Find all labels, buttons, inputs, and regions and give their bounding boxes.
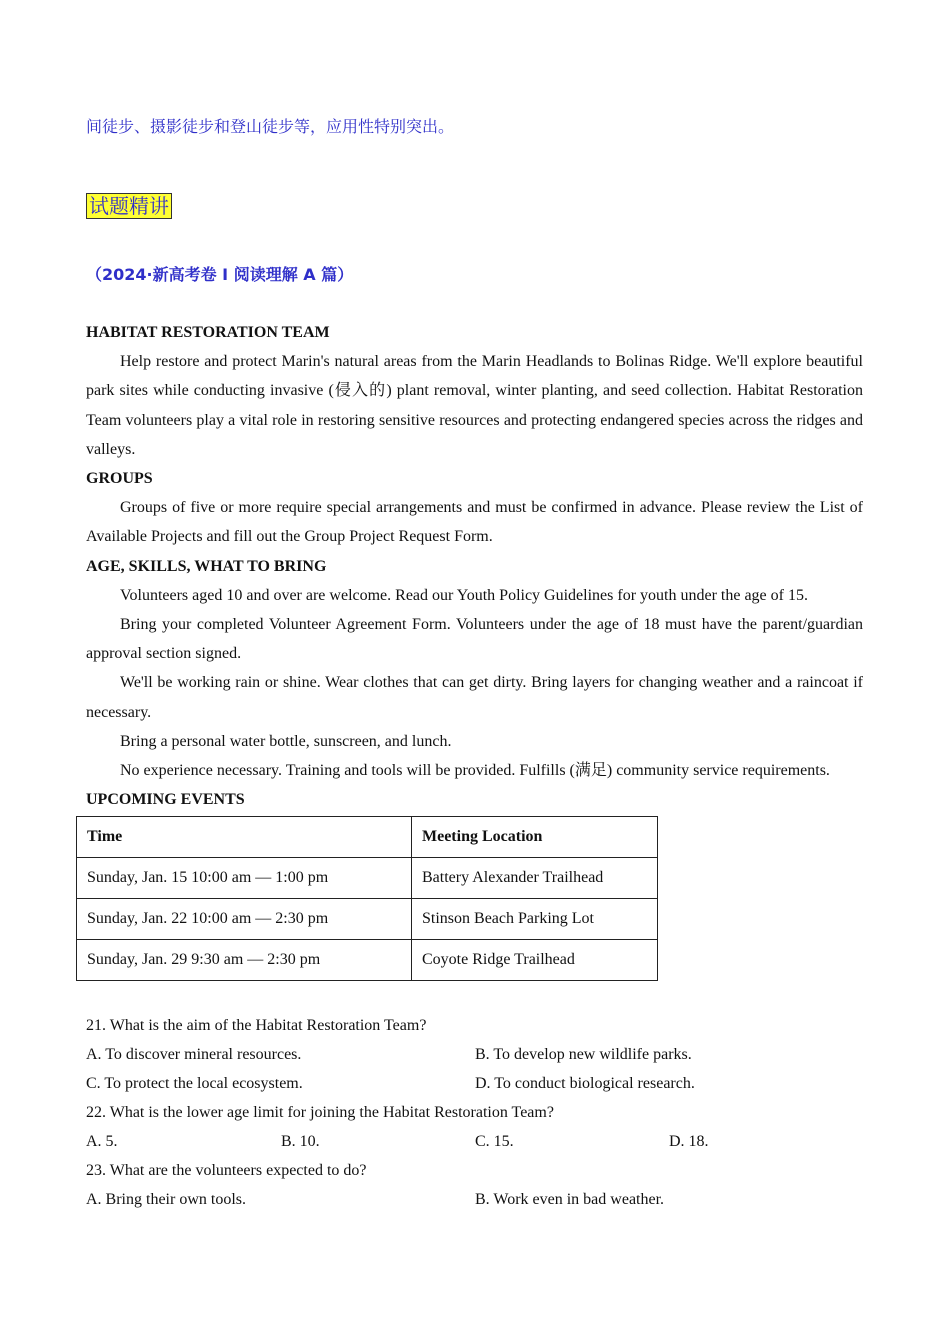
table-cell: Sunday, Jan. 15 10:00 am — 1:00 pm <box>77 858 412 899</box>
question-stem: 21. What is the aim of the Habitat Restoration Team? <box>86 1017 427 1034</box>
question-source: （2024·新高考卷 I 阅读理解 A 篇） <box>86 265 354 284</box>
table-row <box>77 858 658 899</box>
answer-option: B. Work even in bad weather. <box>475 1191 665 1208</box>
answer-option: B. To develop new wildlife parks. <box>475 1046 692 1063</box>
groups-heading: GROUPS <box>86 470 153 488</box>
age-heading: AGE, SKILLS, WHAT TO BRING <box>86 557 327 575</box>
table-cell: Battery Alexander Trailhead <box>412 858 658 899</box>
age-paragraph: Volunteers aged 10 and over are welcome. Read our Youth Policy Guidelines for youth under the age of 15. <box>120 586 808 604</box>
table-cell: Coyote Ridge Trailhead <box>412 940 658 981</box>
article-paragraph: Help restore and protect Marin's natural areas from the Marin Headlands to Bolinas Ridge. We'll explore beautiful park sites while conducting invasive (侵入的) plant removal, winter planting, and seed collection. Habitat Restoration Team volunteers play a vital role in restoring sensitive resources and protecting endangered species across the ridges and valleys. <box>86 353 863 458</box>
table-header-row <box>77 817 658 858</box>
answer-option: D. 18. <box>669 1133 709 1150</box>
answer-option: A. Bring their own tools. <box>86 1191 246 1208</box>
question-stem: 22. What is the lower age limit for joining the Habitat Restoration Team? <box>86 1104 554 1121</box>
answer-option: A. To discover mineral resources. <box>86 1046 302 1063</box>
answer-option: D. To conduct biological research. <box>475 1075 695 1092</box>
table-header-cell: Meeting Location <box>412 817 658 858</box>
question-stem: 23. What are the volunteers expected to do? <box>86 1162 367 1179</box>
table-header-cell: Time <box>77 817 412 858</box>
events-table <box>76 816 658 981</box>
answer-option: C. 15. <box>475 1133 514 1150</box>
table-row <box>77 899 658 940</box>
section-label: 试题精讲 <box>86 193 172 219</box>
age-paragraph: Bring your completed Volunteer Agreement Form. Volunteers under the age of 18 must have the parent/guardian approval section signed. <box>86 616 863 663</box>
events-heading: UPCOMING EVENTS <box>86 791 245 809</box>
table-cell: Sunday, Jan. 29 9:30 am — 2:30 pm <box>77 940 412 981</box>
article-title: HABITAT RESTORATION TEAM <box>86 324 330 341</box>
age-paragraph: Bring a personal water bottle, sunscreen, and lunch. <box>120 732 452 750</box>
answer-option: A. 5. <box>86 1133 118 1150</box>
table-row <box>77 940 658 981</box>
age-paragraph: We'll be working rain or shine. Wear clothes that can get dirty. Bring layers for changing weather and a raincoat if necessary. <box>86 674 863 721</box>
table-cell: Sunday, Jan. 22 10:00 am — 2:30 pm <box>77 899 412 940</box>
article <box>86 318 863 814</box>
age-paragraph: No experience necessary. Training and tools will be provided. Fulfills (满足) community service requirements. <box>120 762 830 780</box>
answer-option: C. To protect the local ecosystem. <box>86 1075 303 1092</box>
groups-paragraph: Groups of five or more require special arrangements and must be confirmed in advance. Please review the List of Available Projects and fill out the Group Project Request Form. <box>86 499 863 546</box>
intro-line: 间徒步、摄影徒步和登山徒步等，应用性特别突出。 <box>86 117 455 136</box>
answer-option: B. 10. <box>281 1133 320 1150</box>
table-cell: Stinson Beach Parking Lot <box>412 899 658 940</box>
